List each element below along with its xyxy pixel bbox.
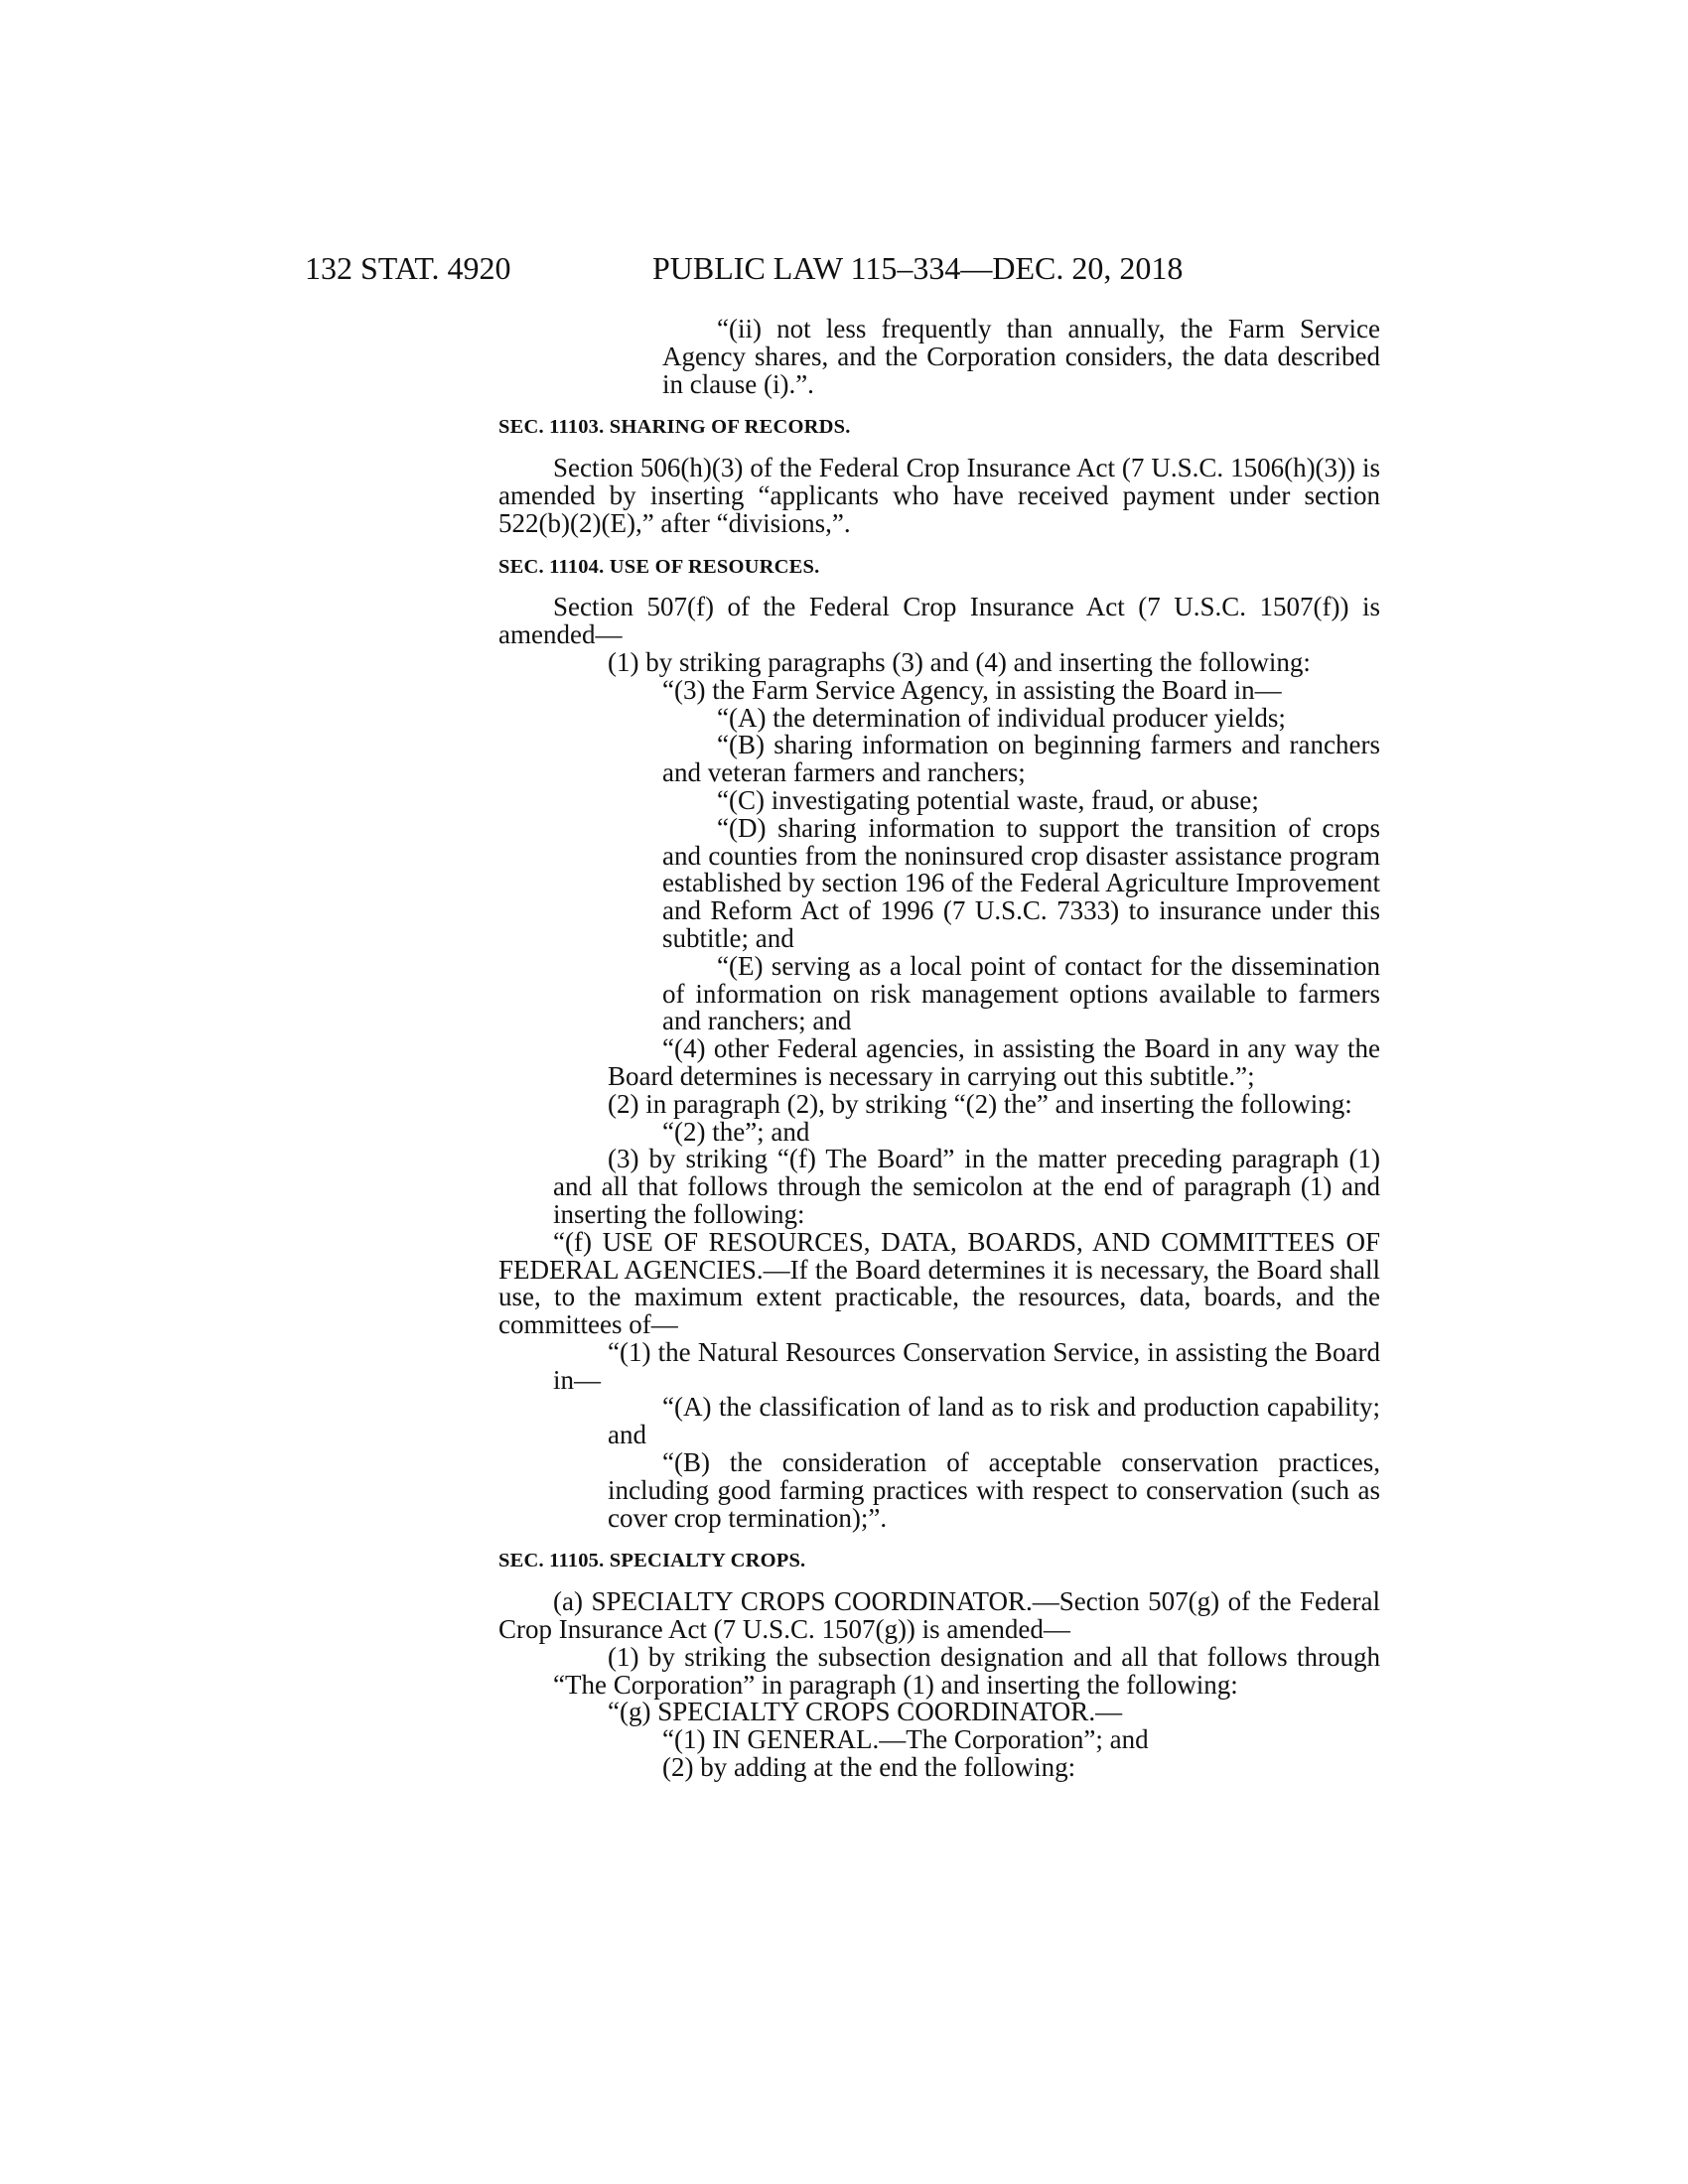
section-heading-11103: SEC. 11103. SHARING OF RECORDS. bbox=[498, 416, 851, 439]
paragraph-heading: IN GENERAL. bbox=[712, 1724, 880, 1755]
paragraph: “(4) other Federal agencies, in assisting the Board in any way the Board determines is necessary in carrying out this subtitle.”; bbox=[608, 1033, 1380, 1091]
subsection-text: — bbox=[1095, 1697, 1123, 1727]
paragraph: (2) by adding at the end the following: bbox=[662, 1752, 1076, 1783]
paragraph: (1) by striking the subsection designation and all that follows through “The Corporation” in paragraph (1) and inserting the following: bbox=[553, 1641, 1380, 1700]
section-heading-11104: SEC. 11104. USE OF RESOURCES. bbox=[498, 555, 820, 578]
subsection-designation: (a) bbox=[553, 1586, 583, 1617]
paragraph-designation: “(1) bbox=[662, 1724, 706, 1755]
paragraph: Section 507(f) of the Federal Crop Insurance Act (7 U.S.C. 1507(f)) is amended— bbox=[498, 592, 1380, 650]
subsection-g bbox=[498, 1699, 1380, 1726]
subsection-text: —Section 507(g) of the Federal Crop Insurance Act (7 U.S.C. 1507(g)) is amended— bbox=[498, 1586, 1380, 1645]
subparagraph: “(D) sharing information to support the transition of crops and counties from the noninsured crop disaster assistance program established by section 196 of the Federal Agriculture Improvement and Reform Act of 1996 (7 U.S.C. 7333) to insurance under this subtitle; and bbox=[662, 812, 1380, 953]
paragraph: “(1) the Natural Resources Conservation Service, in assisting the Board in— bbox=[553, 1336, 1380, 1395]
paragraph: (3) by striking “(f) The Board” in the matter preceding paragraph (1) and all that follows through the semicolon at the end of paragraph (1) and inserting the following: bbox=[553, 1144, 1380, 1229]
subsection-text: —If the Board determines it is necessary, the Board shall use, to the maximum extent practicable, the resources, data, boards, and the committees of— bbox=[498, 1254, 1380, 1340]
paragraph: “(2) the”; and bbox=[662, 1116, 810, 1147]
paragraph: (1) by striking paragraphs (3) and (4) and inserting the following: bbox=[608, 646, 1311, 677]
subsection-designation: “(g) bbox=[608, 1697, 651, 1727]
paragraph: (2) in paragraph (2), by striking “(2) the” and inserting the following: bbox=[608, 1088, 1352, 1119]
clause-ii: “(ii) not less frequently than annually, the Farm Service Agency shares, and the Corporation considers, the data described in clause (i).”. bbox=[662, 314, 1380, 399]
public-law-header: PUBLIC LAW 115–334—DEC. 20, 2018 bbox=[652, 250, 1184, 286]
paragraph-1 bbox=[498, 1726, 1380, 1754]
subsection-heading: SPECIALTY CROPS COORDINATOR. bbox=[591, 1586, 1033, 1617]
subparagraph: “(A) the classification of land as to risk and production capability; and bbox=[608, 1392, 1380, 1450]
subparagraph: “(B) sharing information on beginning farmers and ranchers and veteran farmers and ranchers; bbox=[662, 730, 1380, 788]
subparagraph: “(E) serving as a local point of contact for the dissemination of information on risk management options available to farmers and ranchers; and bbox=[662, 950, 1380, 1036]
subsection-a bbox=[498, 1588, 1380, 1644]
subsection-heading: USE OF RESOURCES, DATA, BOARDS, AND COMMITTEES OF FEDERAL AGENCIES. bbox=[498, 1226, 1380, 1285]
paragraph: Section 506(h)(3) of the Federal Crop Insurance Act (7 U.S.C. 1506(h)(3)) is amended by inserting “applicants who have received payment under section 522(b)(2)(E),” after “divisions,”. bbox=[498, 453, 1380, 538]
subparagraph: “(B) the consideration of acceptable conservation practices, including good farming practices with respect to conservation (such as cover crop termination);”. bbox=[608, 1447, 1380, 1533]
paragraph-text: —The Corporation”; and bbox=[879, 1724, 1149, 1755]
subsection-designation: “(f) bbox=[553, 1226, 592, 1257]
subparagraph: “(A) the determination of individual producer yields; bbox=[717, 702, 1286, 733]
paragraph: “(3) the Farm Service Agency, in assisting the Board in— bbox=[662, 674, 1282, 705]
subparagraph: “(C) investigating potential waste, fraud, or abuse; bbox=[717, 784, 1259, 815]
stat-page-number: 132 STAT. 4920 bbox=[305, 250, 511, 286]
subsection-heading: SPECIALTY CROPS COORDINATOR. bbox=[657, 1697, 1096, 1727]
document-body bbox=[498, 316, 1380, 1782]
subsection-f bbox=[498, 1226, 1380, 1340]
section-heading-11105: SEC. 11105. SPECIALTY CROPS. bbox=[498, 1550, 806, 1572]
